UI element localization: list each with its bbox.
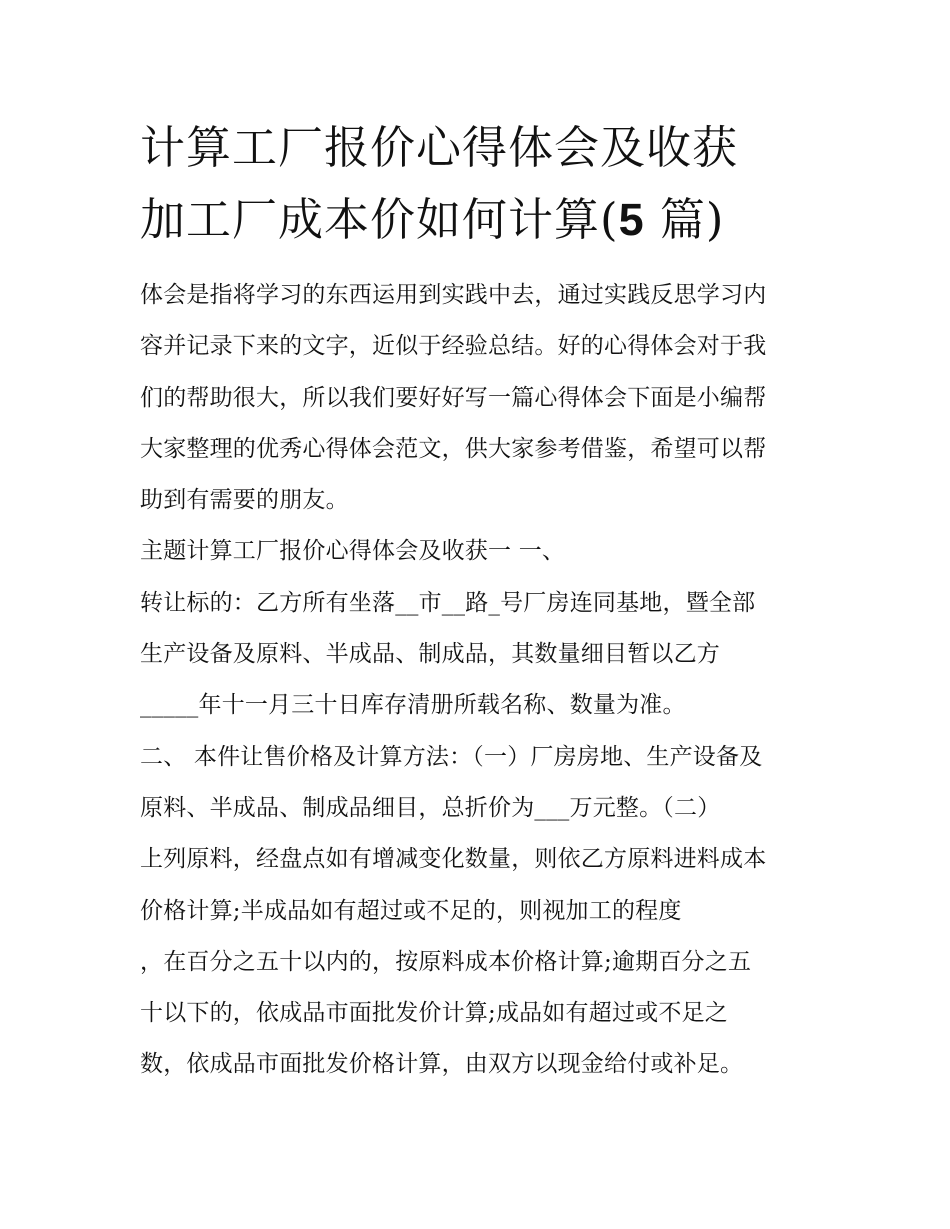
body-line: 主题计算工厂报价心得体会及收获一 一、 [140, 538, 566, 565]
body-line: 们的帮助很大，所以我们要好好写一篇心得体会下面是小编帮 [140, 384, 767, 411]
body-line: 体会是指将学习的东西运用到实践中去，通过实践反思学习内 [140, 282, 767, 308]
body-line: 十以下的，依成品市面批发价计算;成品如有超过或不足之 [140, 1000, 728, 1027]
body-line: 价格计算;半成品如有超过或不足的，则视加工的程度 [140, 897, 682, 924]
body-line: 转让标的：乙方所有坐落__市__路_号厂房连同基地，暨全部 [140, 589, 756, 616]
body-line: 上列原料，经盘点如有增减变化数量，则依乙方原料进料成本 [140, 846, 767, 873]
body-line: 生产设备及原料、半成品、制成品，其数量细目暂以乙方 [140, 641, 720, 668]
body-line: _____年十一月三十日库存清册所载名称、数量为准。 [140, 692, 686, 719]
document-title [140, 112, 820, 256]
body-line: 助到有需要的朋友。 [140, 487, 349, 514]
document-body [140, 270, 820, 1091]
body-line: 原料、半成品、制成品细目，总折价为___万元整。（二） [140, 794, 721, 821]
body-line: 大家整理的优秀心得体会范文，供大家参考借鉴，希望可以帮 [140, 435, 767, 462]
document-page [140, 112, 820, 1091]
title-line-1: 计算工厂报价心得体会及收获 [140, 121, 739, 174]
body-line: 容并记录下来的文字，近似于经验总结。好的心得体会对于我 [140, 333, 767, 360]
body-line: 数，依成品市面批发价格计算，由双方以现金给付或补足。 [140, 1051, 744, 1078]
body-line: ，在百分之五十以内的，按原料成本价格计算;逾期百分之五 [140, 948, 752, 975]
title-line-2 [140, 184, 820, 256]
title-line-2-suffix: 篇) [644, 193, 725, 246]
body-line: 二、 本件让售价格及计算方法：（一）厂房房地、生产设备及 [140, 743, 763, 770]
title-line-2-prefix: 加工厂成本价如何计算( [140, 193, 619, 246]
title-count-number: 5 [618, 194, 645, 245]
